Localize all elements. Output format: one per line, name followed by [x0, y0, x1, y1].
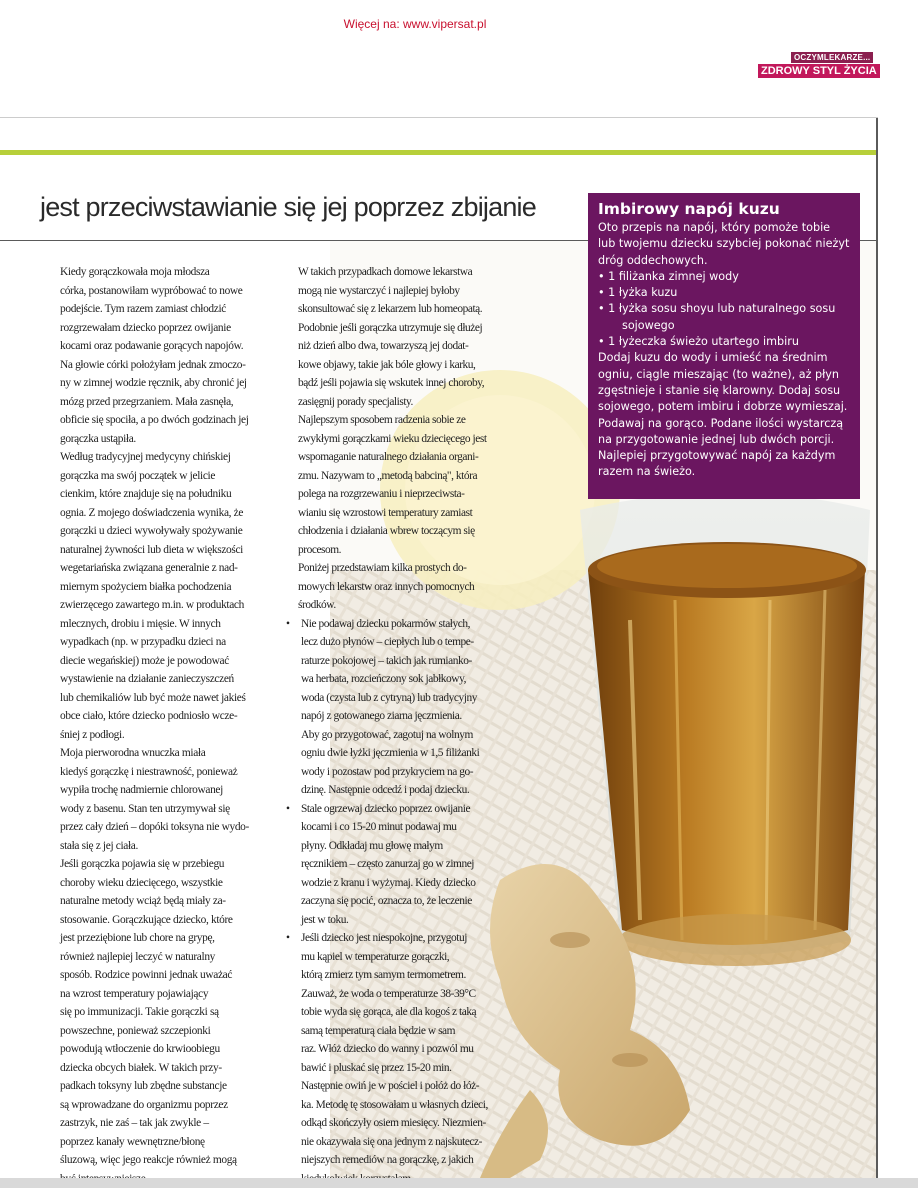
text-line: niż dzień albo dwa, towarzyszą jej dodat- [298, 340, 469, 352]
remedy-item [283, 800, 509, 930]
text-line: obce ciało, które dziecko podniosło wcze- [60, 710, 238, 722]
text-line: również najlepiej leczyć w naturalny [60, 950, 216, 963]
text-line: woda (czysta lub z cytryną) lub tradycyjny [301, 691, 477, 704]
ingredient-list [598, 269, 850, 350]
text-line: odkąd skończyły osiem miesięcy. Niezmien- [301, 1117, 486, 1129]
text-line: samą temperaturą ciała będzie w sam [301, 1024, 456, 1037]
text-line: niejszych remediów na gorączkę, z jakich [301, 1154, 474, 1166]
text-line: wodzie z kranu i wyżymaj. Kiedy dziecko [301, 876, 476, 889]
text-line: gorączki u dzieci wywoływały spożywanie [60, 525, 243, 537]
text-line: polega na rozgrzewaniu i nieprzeciwsta- [298, 488, 465, 500]
text-line: lecz dużo płynów – ciepłych lub o tempe- [301, 636, 474, 648]
text-line: ogniu dwie łyżki jęczmienia w 1,5 filiżanki [301, 747, 480, 759]
text-line: zwierzęcego zawartego m.in. w produktach [60, 599, 244, 611]
text-line: gorączka ma swój początek w jelicie [60, 469, 216, 482]
text-line: zaczyna się pocić, oznacza to, że leczenie [301, 895, 472, 907]
text-line: zwykłymi gorączkami wieku dziecięcego jest [298, 432, 487, 445]
accent-divider [0, 150, 878, 155]
text-line: mu kąpiel w temperaturze gorączki, [301, 950, 450, 963]
text-line: Kiedy gorączkowała moja młodsza [60, 266, 210, 278]
text-line: nie okazywała się ona jednym z najskutecz- [301, 1135, 482, 1148]
text-line: ny w zimnej wodzie ręcznik, aby chronić jej [60, 377, 247, 389]
article-column-2 [283, 263, 509, 1188]
text-line: stosowanie. Gorączkujące dziecko, które [60, 913, 233, 926]
text-line: rozgrzewałam dziecko poprzez owijanie [60, 321, 231, 334]
text-line: ka. Metodę tę stosowałam u własnych dzieci, [301, 1098, 488, 1111]
recipe-intro: Oto przepis na napój, który pomoże tobie lub twojemu dziecku szybciej pokonać nieżyt dróg oddechowych. [598, 221, 850, 267]
text-line: Według tradycyjnej medycyny chińskiej [60, 451, 231, 463]
text-line: się po immunizacji. Takie gorączki są [60, 1006, 219, 1018]
text-line: stała się z jej ciała. [60, 839, 139, 852]
text-line: padkach toksyny lub zbędne substancje [60, 1080, 227, 1092]
text-line: mowych lekarstw oraz innych pomocnych [298, 580, 475, 593]
top-divider [0, 117, 878, 118]
text-line: są wprowadzane do organizmu poprzez [60, 1098, 228, 1111]
text-line: którą zmierz tym samym termometrem. [301, 969, 466, 981]
text-line: ręcznikiem – często zanurzaj go w zimnej [301, 858, 475, 870]
text-line: mogą nie wystarczyć i najlepiej byłoby [298, 284, 460, 297]
text-line: chłodzenia i działania wbrew toczącym się [298, 525, 475, 537]
text-line: poprzez kanały wewnętrzne/błonę [60, 1135, 205, 1148]
text-line: płyny. Odkładaj mu głowę małym [301, 839, 443, 852]
text-line: kocami oraz podawanie gorących napojów. [60, 340, 244, 352]
text-line: wypadkach (np. w przypadku dzieci na [60, 636, 226, 648]
headline: jest przeciwstawianie się jej poprzez zbijanie [40, 192, 536, 222]
ingredient-item [598, 301, 850, 334]
text-line: podejście. Tym razem zamiast chłodzić [60, 303, 227, 315]
section-badge: ZDROWY STYL ŻYCIA [758, 64, 880, 78]
text-line: cienkim, które znajduje się na południku [60, 488, 232, 500]
paragraph [283, 263, 509, 411]
recipe-title: Imbirowy napój kuzu [598, 200, 780, 218]
text-line: mózg przed przegrzaniem. Mała zasnęła, [60, 395, 234, 408]
paragraph [45, 448, 273, 744]
text-line: Moja pierworodna wnuczka miała [60, 747, 206, 759]
paragraph [283, 559, 509, 615]
text-line: powodują wtłoczenie do krwioobiegu [60, 1043, 220, 1055]
text-line: sposób. Rodzice powinni jednak uważać [60, 969, 233, 981]
paragraph [45, 855, 273, 1188]
text-line: wystawienie na działanie zanieczyszczeń [60, 673, 234, 685]
text-line: Poniżej przedstawiam kilka prostych do- [298, 562, 467, 574]
text-line: Zauważ, że woda o temperaturze 38-39°C [301, 987, 476, 1000]
text-line: jest w toku. [301, 913, 349, 926]
text-line: W takich przypadkach domowe lekarstwa [298, 266, 473, 278]
text-line: dziecka obcych białek. W takich przy- [60, 1061, 222, 1074]
text-line: zmu. Nazywam to „metodą babciną", która [298, 469, 478, 482]
remedy-item [283, 615, 509, 800]
text-line: jest przeziębione lub chore na grypę, [60, 932, 215, 944]
ingredient-item: • 1 łyżka kuzu [598, 286, 678, 300]
text-line: wspomaganie naturalnego działania organi- [298, 451, 479, 463]
text-line: miernym spożyciem białka pochodzenia [60, 580, 232, 593]
text-line: procesom. [298, 543, 342, 556]
ingredient-item: • 1 łyżeczka świeżo utartego imbiru [598, 335, 799, 349]
text-line: gorączka ustąpiła. [60, 432, 136, 445]
text-line: mlecznych, drobiu i mięsie. W innych [60, 617, 221, 630]
text-line: bawić i pluskać się przez 15-20 min. [301, 1061, 452, 1074]
text-line: tobie wyda się gorąca, ale dla kogoś z taką [301, 1006, 477, 1018]
text-line: śniej z podłogi. [60, 728, 125, 741]
text-line: raturze pokojowej – takich jak rumianko- [301, 654, 472, 667]
text-line: naturalnej żywności lub dieta w większości [60, 543, 243, 556]
text-line: Podobnie jeśli gorączka utrzymuje się dłużej [298, 321, 483, 334]
text-line: napój z gotowanego ziarna jęczmienia. [301, 710, 462, 722]
ingredient-item: • 1 filiżanka zimnej wody [598, 269, 739, 283]
text-line: przez cały dzień – dopóki toksyna nie wydo- [60, 821, 249, 833]
text-line: ognia. Z mojego doświadczenia wynika, że [60, 506, 244, 519]
text-line: • Stale ogrzewaj dziecko poprzez owijanie [301, 802, 471, 815]
article-column-1 [45, 263, 273, 1188]
text-line: dzinę. Następnie odcedź i podaj dziecku. [301, 784, 470, 796]
section-badge-top: OCZYMLEKARZE... [791, 52, 873, 63]
text-line: naturalne metody wciąż będą miały za- [60, 895, 226, 907]
text-line: wypiła trochę nadmiernie chlorowanej [60, 784, 223, 796]
paragraph [45, 263, 273, 448]
text-line: wa herbata, rozcieńczony sok jabłkowy, [301, 673, 466, 685]
bottom-band [0, 1178, 918, 1188]
text-line: kocami i co 15-20 minut podawaj mu [301, 821, 457, 833]
text-line: powszechne, ponieważ szczepionki [60, 1024, 211, 1037]
text-line: Aby go przygotować, zagotuj na wolnym [301, 728, 473, 741]
text-line: zasięgnij porady specjalisty. [298, 395, 413, 408]
remedy-item [283, 929, 509, 1188]
text-line: bądź jeśli pojawia się wskutek innej choroby, [298, 377, 485, 389]
text-line: wianiu się wzrostowi temperatury zamiast [298, 506, 473, 519]
ingredient-text: • 1 łyżka sosu shoyu lub naturalnego sosu [598, 302, 836, 316]
text-line: śluzową, więc jego reakcje również mogą [60, 1154, 237, 1166]
text-line: zastrzyk, nie zaś – tak jak zwykle – [60, 1117, 209, 1129]
paragraph [283, 411, 509, 559]
text-line: środków. [298, 599, 336, 611]
text-line: • Jeśli dziecko jest niespokojne, przygotuj [301, 932, 467, 944]
text-line: obficie się spociła, a po dwóch godzinach jej [60, 414, 249, 426]
recipe-box [588, 193, 860, 499]
text-line: choroby wieku dziecięcego, wszystkie [60, 876, 223, 889]
text-line: skonsultować się z lekarzem lub homeopatą. [298, 303, 483, 315]
ingredient-continuation: sojowego [622, 318, 675, 332]
source-link[interactable]: Więcej na: www.vipersat.pl [343, 17, 487, 31]
remedy-list [283, 615, 509, 1188]
page-edge-divider [876, 118, 878, 1178]
text-line: córka, postanowiłam wypróbować to nowe [60, 284, 243, 297]
text-line: Następnie owiń je w pościel i połóż do łóż- [301, 1080, 480, 1092]
text-line: wody i pozostaw pod przykryciem na go- [301, 765, 474, 778]
text-line: na wzrost temperatury pojawiający [60, 987, 209, 1000]
text-line: Na głowie córki położyłam jednak zmoczo- [60, 358, 246, 371]
text-line: diecie wegańskiej) może je powodować [60, 654, 229, 667]
text-line: kiedyś gorączkę i niestrawność, ponieważ [60, 765, 238, 778]
text-line: wody z basenu. Stan ten utrzymywał się [60, 802, 230, 815]
text-line: raz. Włóż dziecko do wanny i pozwól mu [301, 1043, 474, 1055]
text-line: Jeśli gorączka pojawia się w przebiegu [60, 858, 225, 870]
text-line: Najlepszym sposobem radzenia sobie ze [298, 414, 466, 426]
text-line: • Nie podawaj dziecku pokarmów stałych, [301, 617, 471, 630]
paragraph [45, 744, 273, 855]
recipe-method: Dodaj kuzu do wody i umieść na średnim ogniu, ciągle mieszając (to ważne), aż płyn zgęstnieje i stanie się klarowny. Dodaj sosu sojowego, potem imbiru i dobrze wymieszaj. Podawaj na gorąco. Podane ilości wystarczą na przygotowanie jednej lub dwóch porcji. Najlepiej przygotowywać napój za każdym razem na świeżo. [598, 351, 848, 479]
text-line: lub chemikaliów lub być może nawet jakieś [60, 691, 246, 704]
text-line: kowe objawy, takie jak bóle głowy i karku, [298, 358, 476, 371]
text-line: wegetariańska związana generalnie z nad- [60, 562, 238, 574]
